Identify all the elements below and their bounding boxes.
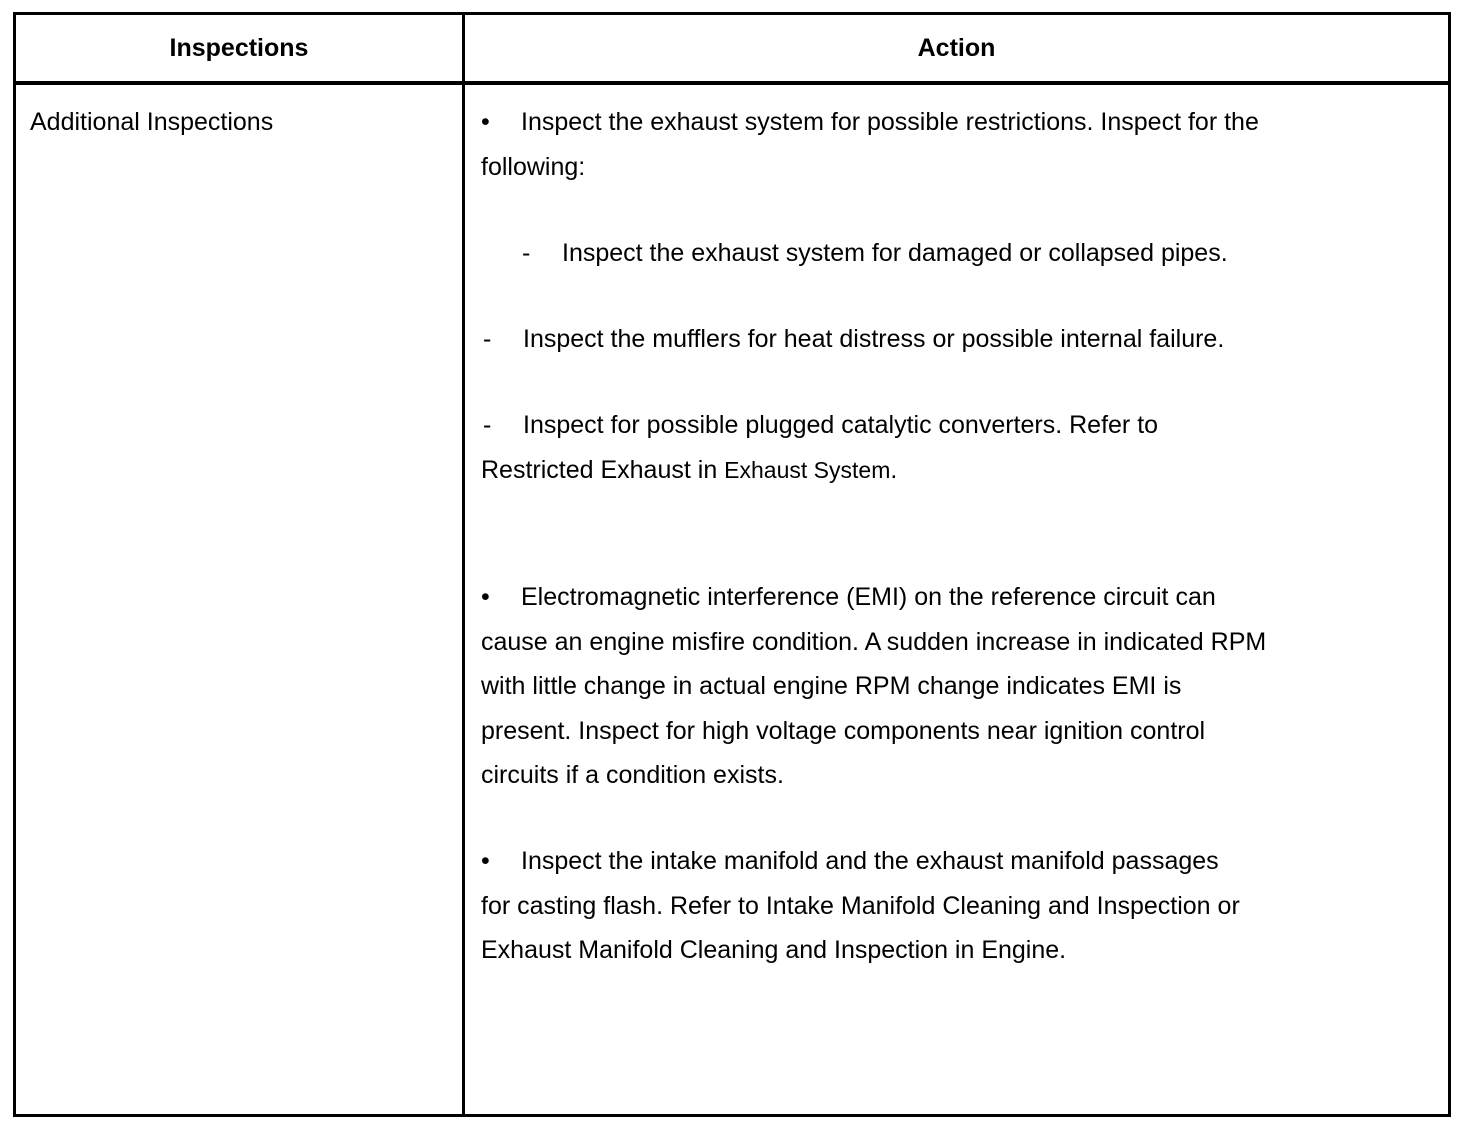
action-text: Inspect the exhaust system for damaged or collapsed pipes.: [562, 239, 1228, 267]
dash-marker: -: [483, 325, 492, 353]
exhaust-system-reference: Exhaust System: [724, 457, 891, 483]
action-text: Electromagnetic interference (EMI) on the reference circuit can: [521, 583, 1216, 611]
action-text: for casting flash. Refer to Intake Manifold Cleaning and Inspection or: [481, 891, 1240, 920]
column-divider: [462, 12, 465, 1117]
action-catalytic-item: [483, 403, 1158, 448]
dash-marker: -: [522, 239, 531, 267]
action-mufflers-item: [483, 317, 1224, 362]
header-inspections: Inspections: [169, 33, 309, 62]
bullet-marker: •: [481, 108, 490, 136]
bullet-marker: •: [481, 847, 490, 875]
action-text: Exhaust Manifold Cleaning and Inspection in Engine.: [481, 936, 1067, 964]
action-text: Restricted Exhaust in: [481, 456, 725, 484]
action-text: present. Inspect for high voltage components near ignition control: [481, 716, 1206, 745]
action-text: circuits if a condition exists.: [481, 761, 784, 789]
bullet-marker: •: [481, 583, 490, 611]
dash-marker: -: [483, 411, 492, 439]
action-text: Inspect the mufflers for heat distress or possible internal failure.: [523, 325, 1225, 353]
header-divider: [13, 81, 1451, 85]
action-text: .: [890, 456, 898, 484]
inspection-label: Additional Inspections: [30, 108, 274, 136]
action-text: cause an engine misfire condition. A sudden increase in indicated RPM: [481, 627, 1267, 656]
action-text: Inspect the intake manifold and the exhaust manifold passages: [521, 847, 1219, 875]
action-text: Inspect the exhaust system for possible restrictions. Inspect for the: [521, 108, 1259, 136]
action-text: Inspect for possible plugged catalytic converters. Refer to: [523, 411, 1159, 439]
action-catalytic-line2: [481, 448, 897, 493]
action-text: with little change in actual engine RPM change indicates EMI is: [481, 672, 1182, 700]
header-action: Action: [917, 33, 996, 62]
action-text: following:: [481, 152, 586, 181]
action-pipes-item: [522, 231, 1228, 276]
action-manifold-item: [481, 839, 1240, 973]
action-emi-item: [481, 575, 1266, 798]
action-exhaust-item: [481, 100, 1259, 189]
